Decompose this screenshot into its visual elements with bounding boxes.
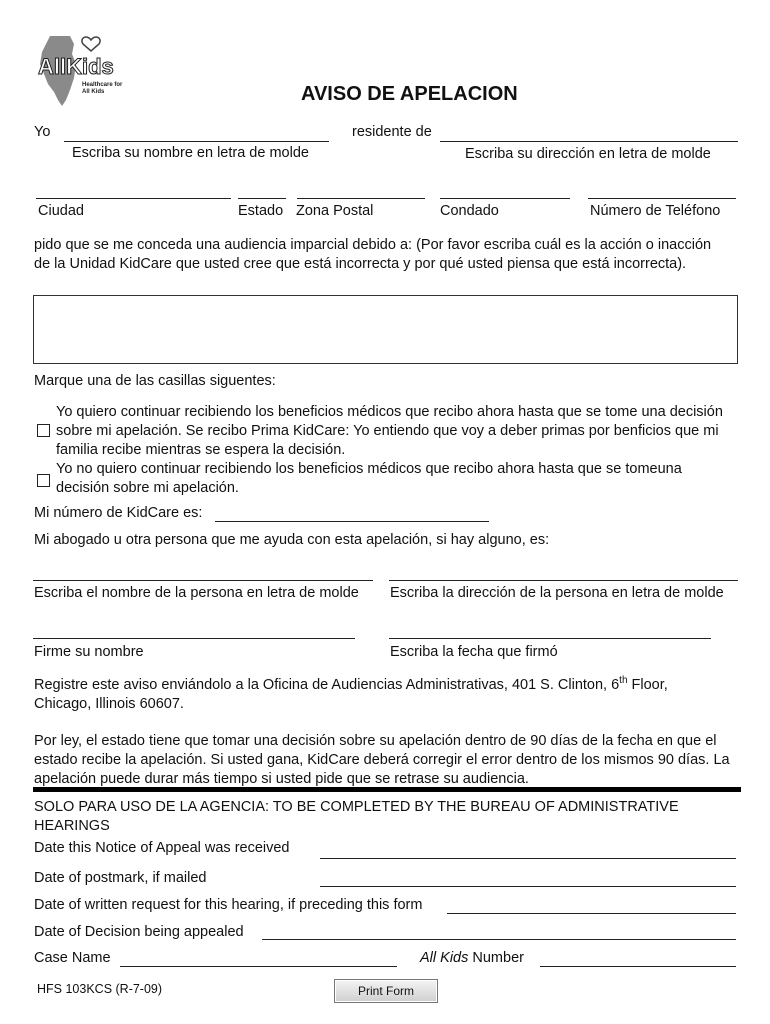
agency-header: SOLO PARA USO DE LA AGENCIA: TO BE COMPLETED BY THE BUREAU OF ADMINISTRATIVE HEARINGS (34, 799, 679, 834)
option1-text: Yo quiero continuar recibiendo los beneficios médicos que recibo ahora hasta que se tome una decisión sobre mi apelación. Se recibo Prima KidCare: Yo entiendo que voy a deber primas por benficios que mi familia recibe mientras se espera la decisión. (56, 404, 723, 458)
address-hint: Escriba su dirección en letra de molde (465, 146, 711, 162)
page-title: AVISO DE APELACION (301, 83, 518, 105)
form-id: HFS 103KCS (R-7-09) (37, 982, 163, 996)
sign-date-line[interactable] (389, 638, 711, 639)
decision-label: Date of Decision being appealed (34, 924, 244, 940)
address-line[interactable] (440, 141, 738, 142)
stop-benefits-checkbox[interactable] (37, 474, 50, 487)
request-text: pido que se me conceda una audiencia imparcial debido a: (Por favor escriba cuál es la acción o inacción de la Unidad KidCare que usted cree que está incorrecta y por qué usted piensa que está incorrecta). (34, 237, 712, 272)
logo-brand: AllKids (38, 54, 114, 79)
allkids-number-label (420, 950, 524, 966)
sign-date-hint: Escriba la fecha que firmó (390, 644, 558, 660)
county-line[interactable] (440, 198, 570, 199)
state-line[interactable] (238, 198, 286, 199)
law-text: Por ley, el estado tiene que tomar una decisión sobre su apelación dentro de 90 días de la fecha en que el estado recibe la apelación. Si usted gana, KidCare deberá corregir el error dentro de los mismos 90 días. La apelación puede durar más tiempo si usted pide que se retrase su audiencia. (34, 733, 730, 787)
written-label: Date of written request for this hearing, if preceding this form (34, 897, 423, 913)
kidcare-number-label: Mi número de KidCare es: (34, 505, 203, 521)
zip-line[interactable] (297, 198, 425, 199)
state-label: Estado (238, 203, 284, 219)
agency-divider (33, 787, 741, 792)
phone-label: Número de Teléfono (590, 203, 721, 219)
register-sup: th (619, 675, 628, 686)
postmark-label: Date of postmark, if mailed (34, 870, 207, 886)
city-line[interactable] (36, 198, 231, 199)
reason-textarea[interactable] (33, 295, 738, 364)
register-text-1: Registre este aviso enviándolo a la Oficina de Audiencias Administrativas, 401 S. Clinton, 6 (34, 677, 620, 693)
zip-label: Zona Postal (296, 203, 374, 219)
postmark-line[interactable] (320, 886, 736, 887)
logo-tagline-2: All Kids (82, 89, 105, 95)
person-address-line[interactable] (389, 580, 738, 581)
allkids-logo (36, 34, 136, 114)
case-name-line[interactable] (120, 966, 397, 967)
city-label: Ciudad (38, 203, 84, 219)
received-line[interactable] (320, 858, 736, 859)
allkids-italic: All Kids (420, 950, 469, 966)
lawyer-label: Mi abogado u otra persona que me ayuda con esta apelación, si hay alguno, es: (34, 532, 550, 548)
print-form-button[interactable]: Print Form (334, 979, 438, 1003)
checkbox-prompt: Marque una de las casillas siguentes: (34, 373, 276, 389)
option2-text: Yo no quiero continuar recibiendo los beneficios médicos que recibo ahora hasta que se tomeuna decisión sobre mi apelación. (56, 461, 682, 496)
signature-hint: Firme su nombre (34, 644, 144, 660)
signature-line[interactable] (33, 638, 355, 639)
register-text (34, 677, 668, 693)
decision-line[interactable] (262, 939, 736, 940)
person-name-line[interactable] (33, 580, 373, 581)
number-text: Number (468, 950, 524, 966)
case-name-label: Case Name (34, 950, 111, 966)
logo-tagline-1: Healthcare for (82, 82, 123, 88)
name-line[interactable] (64, 141, 329, 142)
person-name-hint: Escriba el nombre de la persona en letra de molde (34, 585, 359, 601)
register-city: Chicago, Illinois 60607. (34, 696, 184, 712)
register-text-2: Floor, (627, 677, 668, 693)
received-label: Date this Notice of Appeal was received (34, 840, 290, 856)
county-label: Condado (440, 203, 499, 219)
name-hint: Escriba su nombre en letra de molde (72, 145, 309, 161)
person-address-hint: Escriba la dirección de la persona en letra de molde (390, 585, 724, 601)
kidcare-number-line[interactable] (215, 521, 489, 522)
yo-label: Yo (34, 124, 51, 140)
residente-label: residente de (352, 124, 432, 140)
continue-benefits-checkbox[interactable] (37, 424, 50, 437)
allkids-number-line[interactable] (540, 966, 736, 967)
phone-line[interactable] (588, 198, 736, 199)
written-line[interactable] (447, 913, 736, 914)
